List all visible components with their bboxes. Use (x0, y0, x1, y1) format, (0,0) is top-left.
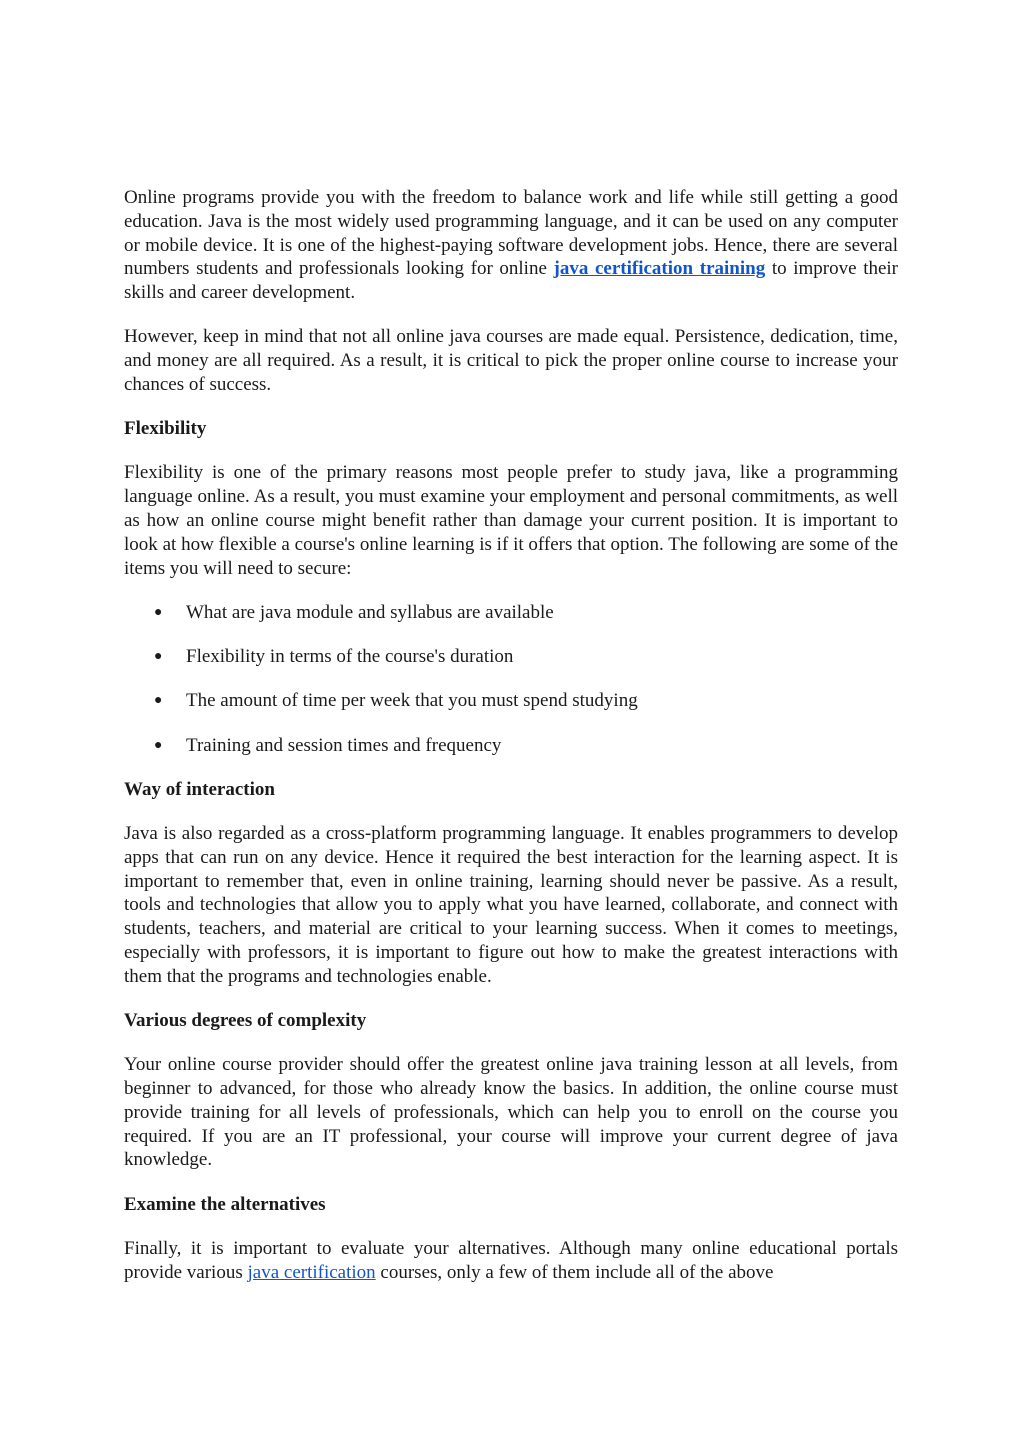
bullet-icon: ● (154, 693, 163, 709)
list-item (124, 689, 898, 713)
list-item-text: The amount of time per week that you must spend studying (186, 690, 638, 712)
bullet-icon: ● (154, 649, 163, 665)
list-item-text: Training and session times and frequency (186, 734, 502, 756)
document-page (124, 186, 898, 1284)
interaction-paragraph: Java is also regarded as a cross-platform programming language. It enables programmers to develop apps that can run on any device. Hence it required the best interaction for the learning aspect. It is important to remember that, even in online training, learning should never be passive. As a result, tools and technologies that allow you to apply what you have learned, collaborate, and connect with students, teachers, and material are critical to your learning success. When it comes to meetings, especially with professors, it is important to figure out how to make the greatest interactions with them that the programs and technologies enable. (124, 822, 898, 987)
complexity-paragraph: Your online course provider should offer the greatest online java training lesson at all levels, from beginner to advanced, for those who already know the basics. In addition, the online course must provide training for all levels of professionals, which can help you to enroll on the course you required. If you are an IT professional, your course will improve your current degree of java knowledge. (124, 1054, 898, 1171)
java-certification-training-link[interactable]: java certification training (553, 258, 766, 280)
flexibility-bullet-list (124, 601, 898, 758)
intro-text-after-link: to improve their skills and career development. (124, 258, 899, 304)
intro-text-before-link: Online programs provide you with the freedom to balance work and life while still getting a good education. Java is the most widely used programming language, and it can be used on any computer or mobile device. It is one of the highest-paying software development jobs. Hence, there are several numbers students and professionals looking for online (124, 187, 898, 280)
interaction-heading: Way of interaction (124, 778, 275, 800)
flexibility-heading: Flexibility (124, 418, 207, 440)
java-certification-link[interactable]: java certification (247, 1261, 376, 1283)
list-item-text: What are java module and syllabus are available (186, 601, 554, 623)
list-item (124, 645, 898, 669)
list-item-text: Flexibility in terms of the course's duration (186, 646, 514, 668)
intro-paragraph-2: However, keep in mind that not all online java courses are made equal. Persistence, dedication, time, and money are all required. As a result, it is critical to pick the proper online course to increase your chances of success. (124, 326, 898, 395)
alternatives-paragraph (124, 1237, 898, 1285)
list-item (124, 734, 898, 758)
list-item (124, 601, 898, 625)
alternatives-text-before-link: Finally, it is important to evaluate your alternatives. Although many online educational portals provide various (124, 1237, 898, 1283)
intro-paragraph-1 (124, 186, 898, 305)
alternatives-text-after-link: courses, only a few of them include all of the above (375, 1261, 774, 1283)
flexibility-paragraph: Flexibility is one of the primary reasons most people prefer to study java, like a programming language online. As a result, you must examine your employment and personal commitments, as well as how an online course might benefit rather than damage your current position. It is important to look at how flexible a course's online learning is if it offers that option. The following are some of the items you will need to secure: (124, 462, 898, 579)
complexity-heading: Various degrees of complexity (124, 1009, 367, 1031)
bullet-icon: ● (154, 737, 163, 753)
bullet-icon: ● (154, 604, 163, 620)
alternatives-heading: Examine the alternatives (124, 1193, 326, 1215)
